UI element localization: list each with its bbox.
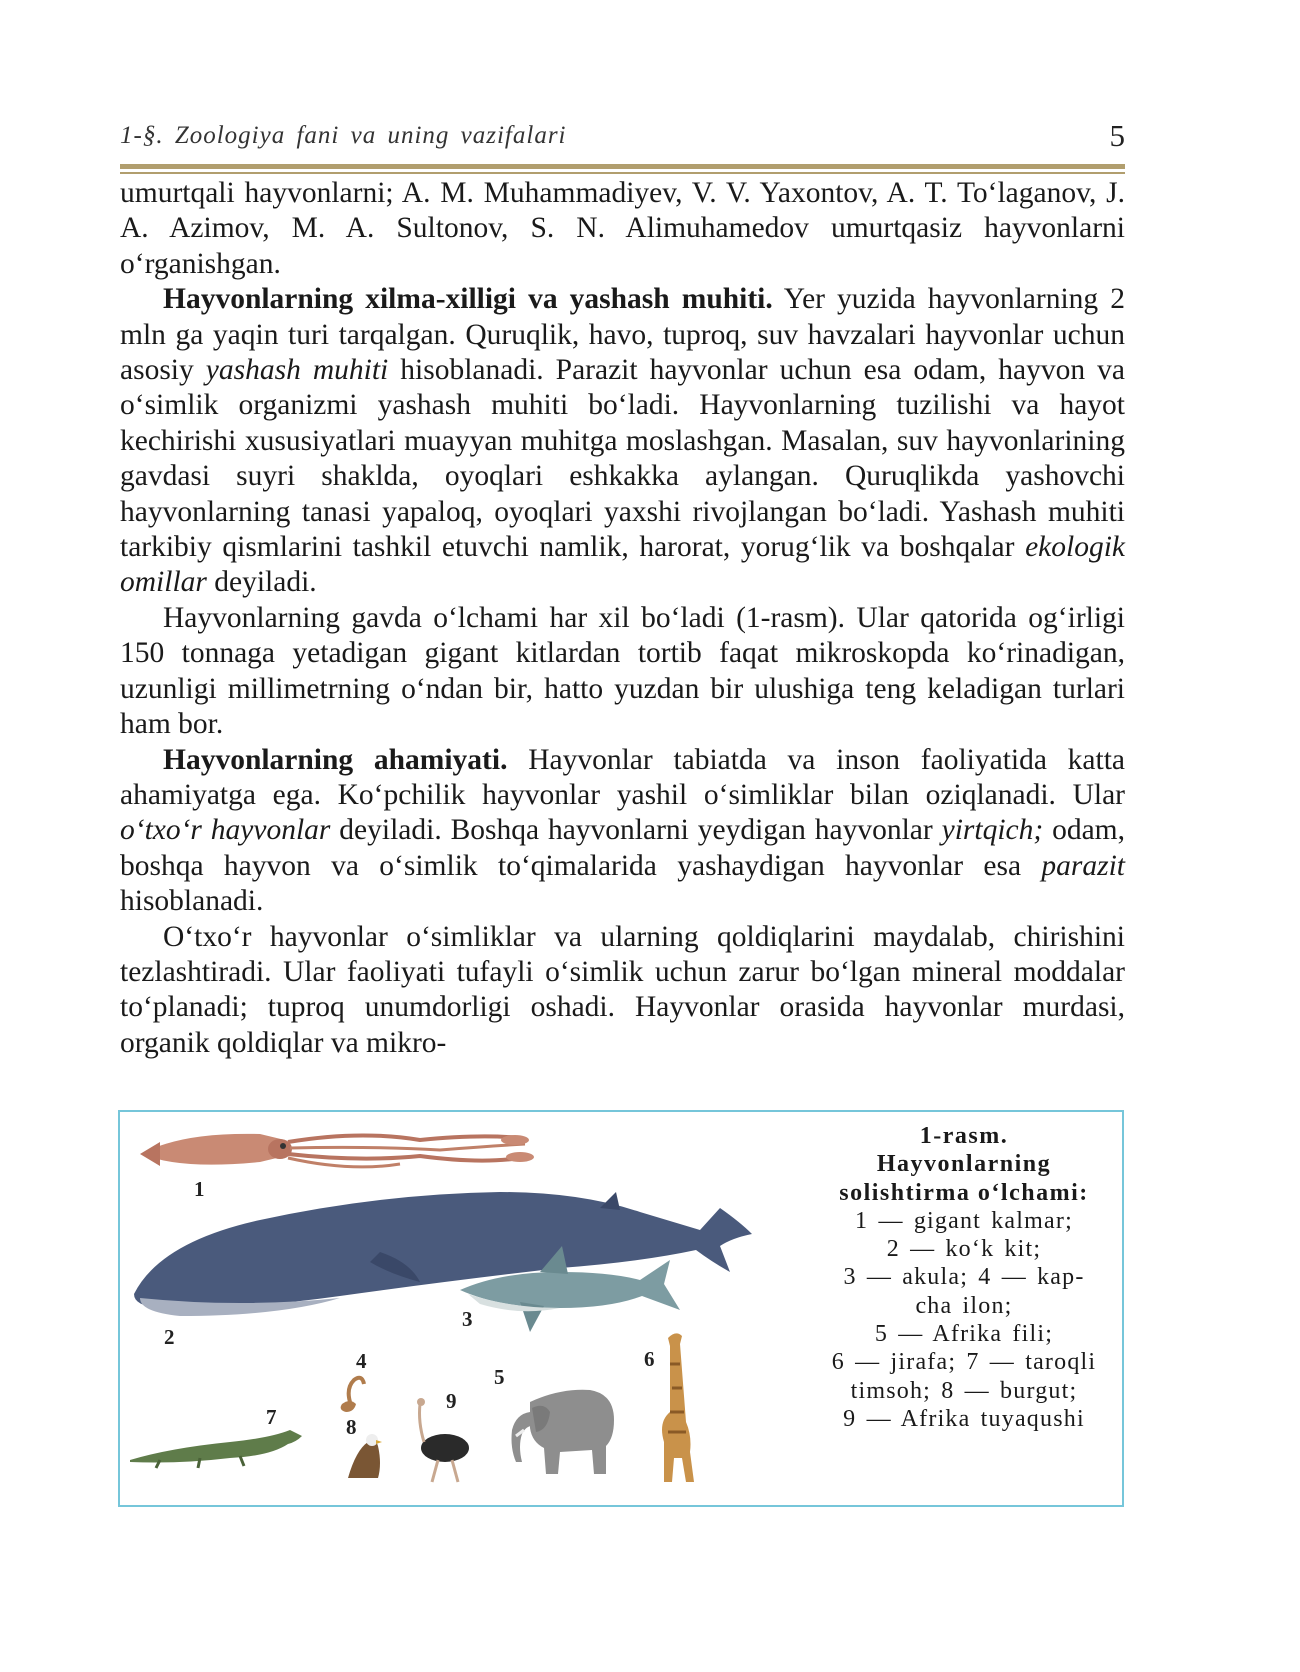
figure-label-6: 6 [644,1347,655,1371]
paragraph-1-text: umurtqali hayvonlarni; A. M. Muhammadiyev, V. V. Yaxontov, A. T. To‘laganov, J. A. Azimov, M. A. Sultonov, S. N. Alimuhamedov umurtqasiz hayvonlarni o‘rganishgan. [120,177,1125,280]
paragraph-3-text: Hayvonlarning gavda o‘lchami har xil bo‘ladi (1-rasm). Ular qatorida og‘irligi 150 tonnaga yetadigan gigant kitlardan tortib faqat mikroskopda ko‘rinadigan, uzunligi millimetrning o‘ndan bir, hatto yuzdan bir ulushiga teng keladigan turlari ham bor. [120,601,1125,741]
body-text [120,176,1125,1061]
giant-squid-image [140,1134,534,1167]
paragraph-4-text-d: hisoblanadi. [120,885,264,918]
term-habitat: yashash muhiti [205,354,389,387]
figure-box [118,1110,1124,1507]
paragraph-4-text-b: deyiladi. Boshqa hayvonlarni yeydigan hayvonlar [330,814,942,847]
figure-caption [808,1122,1120,1433]
caption-line: timsoh; 8 — burgut; [850,1377,1078,1404]
paragraph-5 [120,920,1125,1062]
section-title: 1-§. Zoologiya fani va uning vazifalari [120,122,567,149]
paragraph-4-text-a: Hayvonlar tabiatda va inson faoliyatida katta ahamiyatga ega. Ko‘pchilik hayvonlar yashil o‘simliklar bilan oziqlanadi. Ular [120,743,1125,811]
animal-size-illustration [120,1112,810,1505]
paragraph-2-text-c: deyiladi. [206,566,317,599]
caption-line: 3 — akula; 4 — kap- [843,1264,1085,1291]
paragraph-4-text-c: odam, boshqa hayvon va o‘simlik to‘qimalarida yashaydigan hayvonlar esa [120,814,1125,882]
paragraph-2-text-b: hisoblanadi. Parazit hayvonlar uchun esa odam, hayvon va o‘simlik organizmi yashash muhiti bo‘ladi. Hayvonlarning tuzilishi va hayot kechirishi xususiyatlari muayyan muhitga moslashgan. Masalan, suv hayvonlarining gavdasi suyri shaklda, oyoqlari eshkakka aylangan. Quruqlikda yashovchi hayvonlarning tanasi yapaloq, oyoqlari yaxshi rivojlangan bo‘ladi. Yashash muhiti tarkibiy qismlarini tashkil etuvchi namlik, harorat, yorug‘lik va boshqalar [120,354,1126,564]
paragraph-1 [120,176,1125,282]
figure-label-2: 2 [164,1325,175,1349]
figure-label-5: 5 [494,1365,505,1389]
paragraph-5-text: O‘txo‘r hayvonlar o‘simliklar va ularning qoldiqlarini maydalab, chirishini tezlashtiradi. Ular faoliyati tufayli o‘simlik uchun zarur bo‘lgan mineral moddalar to‘planadi; tuproq unumdorligi oshadi. Hayvonlar orasida hayvonlar murdasi, organik qoldiqlar va mikro- [120,920,1125,1059]
figure-label-3: 3 [462,1307,473,1331]
caption-line: 1 — gigant kalmar; [855,1207,1073,1234]
caption-line: 2 — ko‘k kit; [886,1236,1042,1263]
term-parasite: parazit [1041,849,1125,882]
elephant-image [512,1390,615,1474]
running-header [120,118,1125,158]
ostrich-image [417,1398,469,1482]
crocodile-image [130,1430,302,1468]
paragraph-4 [120,743,1125,920]
caption-title-2: Hayvonlarning [876,1151,1052,1178]
eagle-image [348,1434,382,1478]
header-rule-thick [120,164,1125,169]
term-herbivores: o‘txo‘r hayvonlar [120,814,331,847]
cobra-image [341,1378,364,1412]
figure-label-8: 8 [346,1415,357,1439]
paragraph-3 [120,601,1125,743]
figure-label-1: 1 [194,1177,205,1201]
caption-title-1: 1-rasm. [919,1123,1009,1149]
figure-label-4: 4 [356,1349,367,1373]
giraffe-image [662,1333,694,1482]
header-rule-thin [120,172,1125,174]
paragraph-2-text-a: Yer yuzida hayvonlarning 2 mln ga yaqin turi tarqalgan. Quruqlik, havo, tuproq, suv havzalari hayvonlar uchun asosiy [120,283,1125,387]
heading-importance: Hayvonlarning ahamiyati. [163,743,508,776]
term-predator: yirtqich; [941,814,1044,847]
caption-line: 5 — Afrika fili; [874,1321,1054,1348]
term-ecological-factors: ekologik omillar [120,531,1125,599]
caption-title-3: solishtirma o‘lchami: [839,1179,1089,1206]
page-number: 5 [1109,118,1125,153]
caption-line: cha ilon; [915,1292,1013,1319]
heading-diversity: Hayvonlarning xilma-xilligi va yashash muhiti. [163,283,773,316]
paragraph-2 [120,282,1125,601]
caption-line: 9 — Afrika tuyaqushi [843,1405,1085,1432]
figure-label-9: 9 [446,1389,457,1413]
caption-line: 6 — jirafa; 7 — taroqli [831,1349,1097,1376]
figure-label-7: 7 [266,1405,277,1429]
